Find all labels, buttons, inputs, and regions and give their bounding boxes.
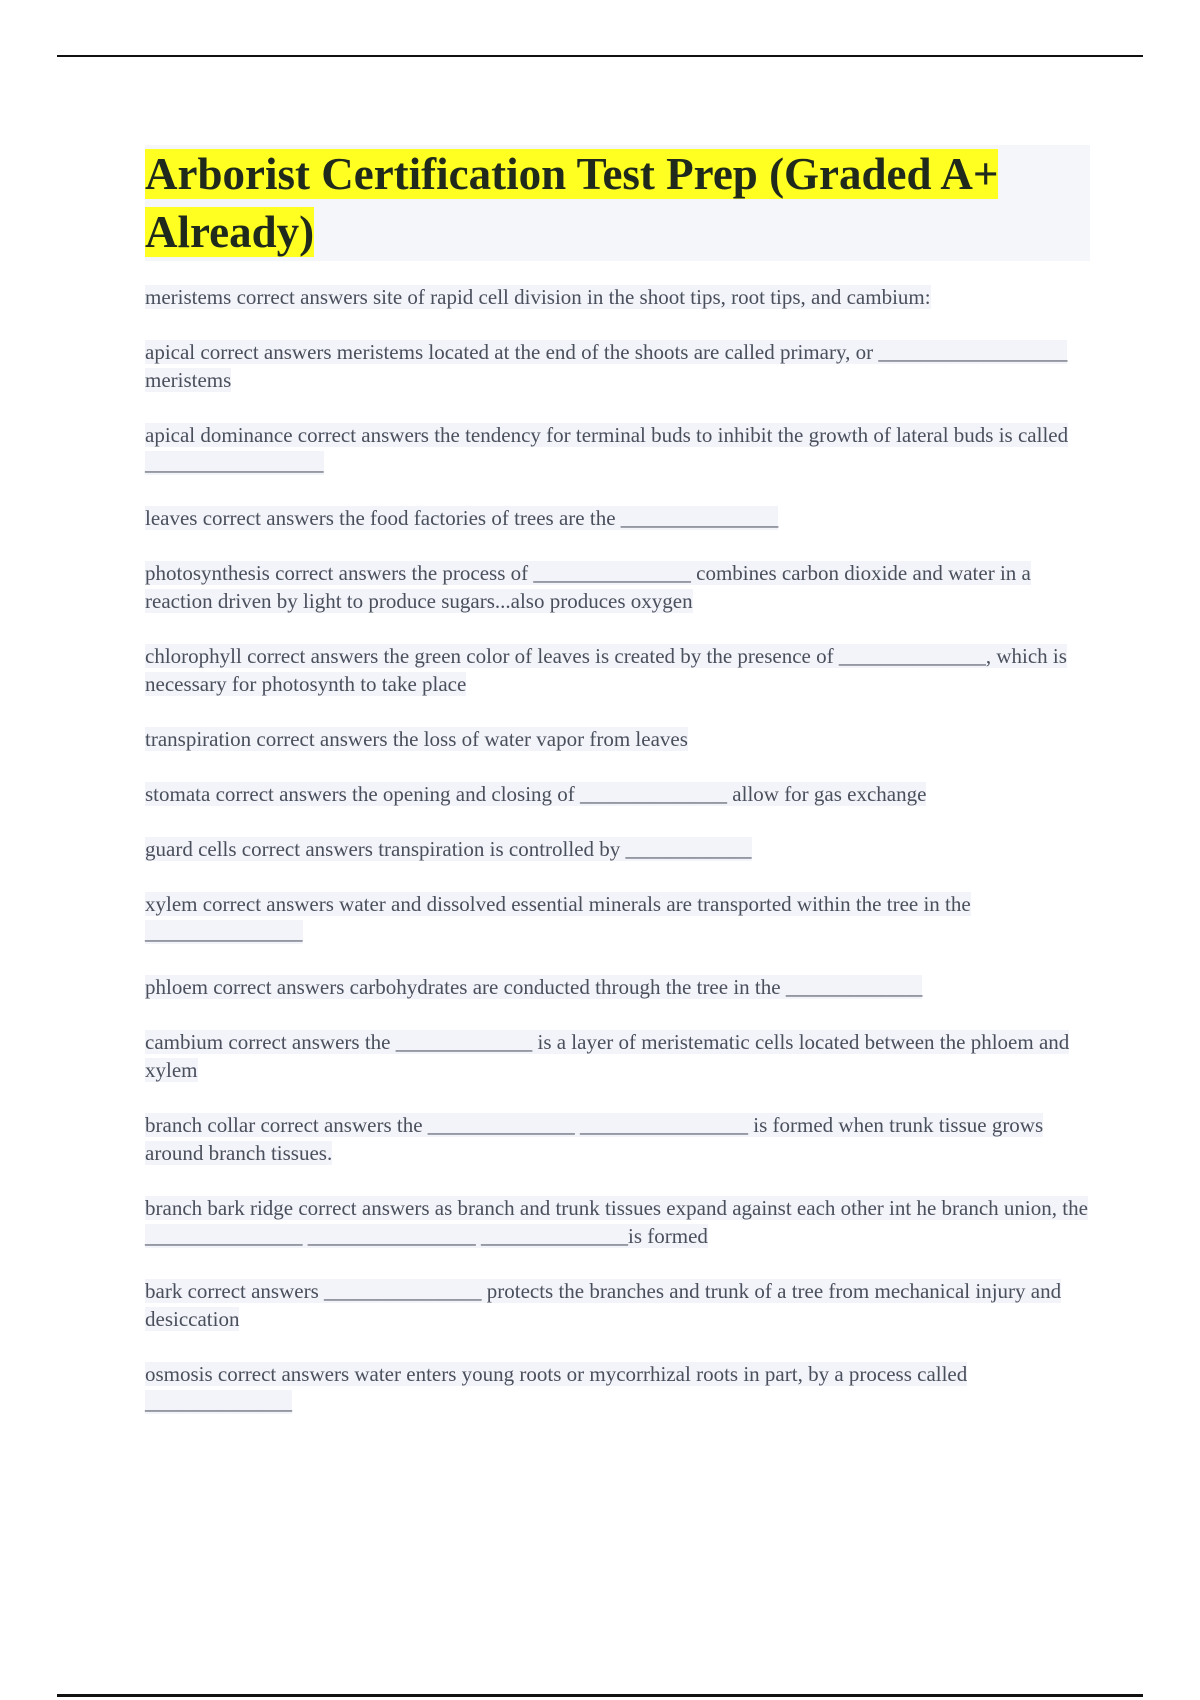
- qa-item-text: bark correct answers _______________ protects the branches and trunk of a tree from mechanical injury and desiccation: [145, 1279, 1062, 1331]
- qa-item-text: osmosis correct answers water enters young roots or mycorrhizal roots in part, by a process called ______________: [145, 1362, 968, 1414]
- qa-item-text: stomata correct answers the opening and closing of ______________ allow for gas exchange: [145, 782, 927, 806]
- qa-item: [145, 725, 1090, 753]
- qa-item: [145, 421, 1090, 477]
- qa-item: [145, 1360, 1090, 1416]
- qa-item: [145, 890, 1090, 946]
- qa-item-text: leaves correct answers the food factories of trees are the _______________: [145, 506, 779, 530]
- qa-list: [145, 283, 1090, 1416]
- title-block: [145, 145, 1090, 261]
- qa-item: [145, 835, 1090, 863]
- qa-item: [145, 642, 1090, 698]
- qa-item-text: cambium correct answers the _____________ is a layer of meristematic cells located between the phloem and xylem: [145, 1030, 1070, 1082]
- title-highlight: Arborist Certification Test Prep (Graded A+ Already): [145, 149, 999, 257]
- qa-item-text: branch collar correct answers the ______________ ________________ is formed when trunk tissue grows around branch tissues.: [145, 1113, 1044, 1165]
- qa-item-text: branch bark ridge correct answers as branch and trunk tissues expand against each other int he branch union, the _______________ ________________ ______________is formed: [145, 1196, 1088, 1248]
- qa-item: [145, 1111, 1090, 1167]
- qa-item-text: apical correct answers meristems located at the end of the shoots are called primary, or __________________ meristems: [145, 340, 1068, 392]
- qa-item: [145, 1028, 1090, 1084]
- qa-item: [145, 338, 1090, 394]
- bottom-rule: [57, 1694, 1143, 1697]
- qa-item: [145, 559, 1090, 615]
- document-title: [145, 145, 1090, 261]
- qa-item: [145, 283, 1090, 311]
- document-body: [145, 145, 1090, 1443]
- qa-item-text: xylem correct answers water and dissolved essential minerals are transported within the tree in the _______________: [145, 892, 971, 944]
- qa-item: [145, 973, 1090, 1001]
- qa-item-text: phloem correct answers carbohydrates are conducted through the tree in the _____________: [145, 975, 923, 999]
- qa-item-text: meristems correct answers site of rapid cell division in the shoot tips, root tips, and cambium:: [145, 285, 931, 309]
- qa-item: [145, 504, 1090, 532]
- qa-item-text: apical dominance correct answers the tendency for terminal buds to inhibit the growth of lateral buds is called _________________: [145, 423, 1069, 475]
- qa-item-text: guard cells correct answers transpiration is controlled by ____________: [145, 837, 752, 861]
- qa-item-text: transpiration correct answers the loss of water vapor from leaves: [145, 727, 688, 751]
- qa-item-text: photosynthesis correct answers the process of _______________ combines carbon dioxide and water in a reaction driven by light to produce sugars...also produces oxygen: [145, 561, 1031, 613]
- qa-item: [145, 780, 1090, 808]
- top-rule: [57, 55, 1143, 57]
- qa-item-text: chlorophyll correct answers the green color of leaves is created by the presence of ______________, which is necessary for photosynth to take place: [145, 644, 1067, 696]
- qa-item: [145, 1194, 1090, 1250]
- qa-item: [145, 1277, 1090, 1333]
